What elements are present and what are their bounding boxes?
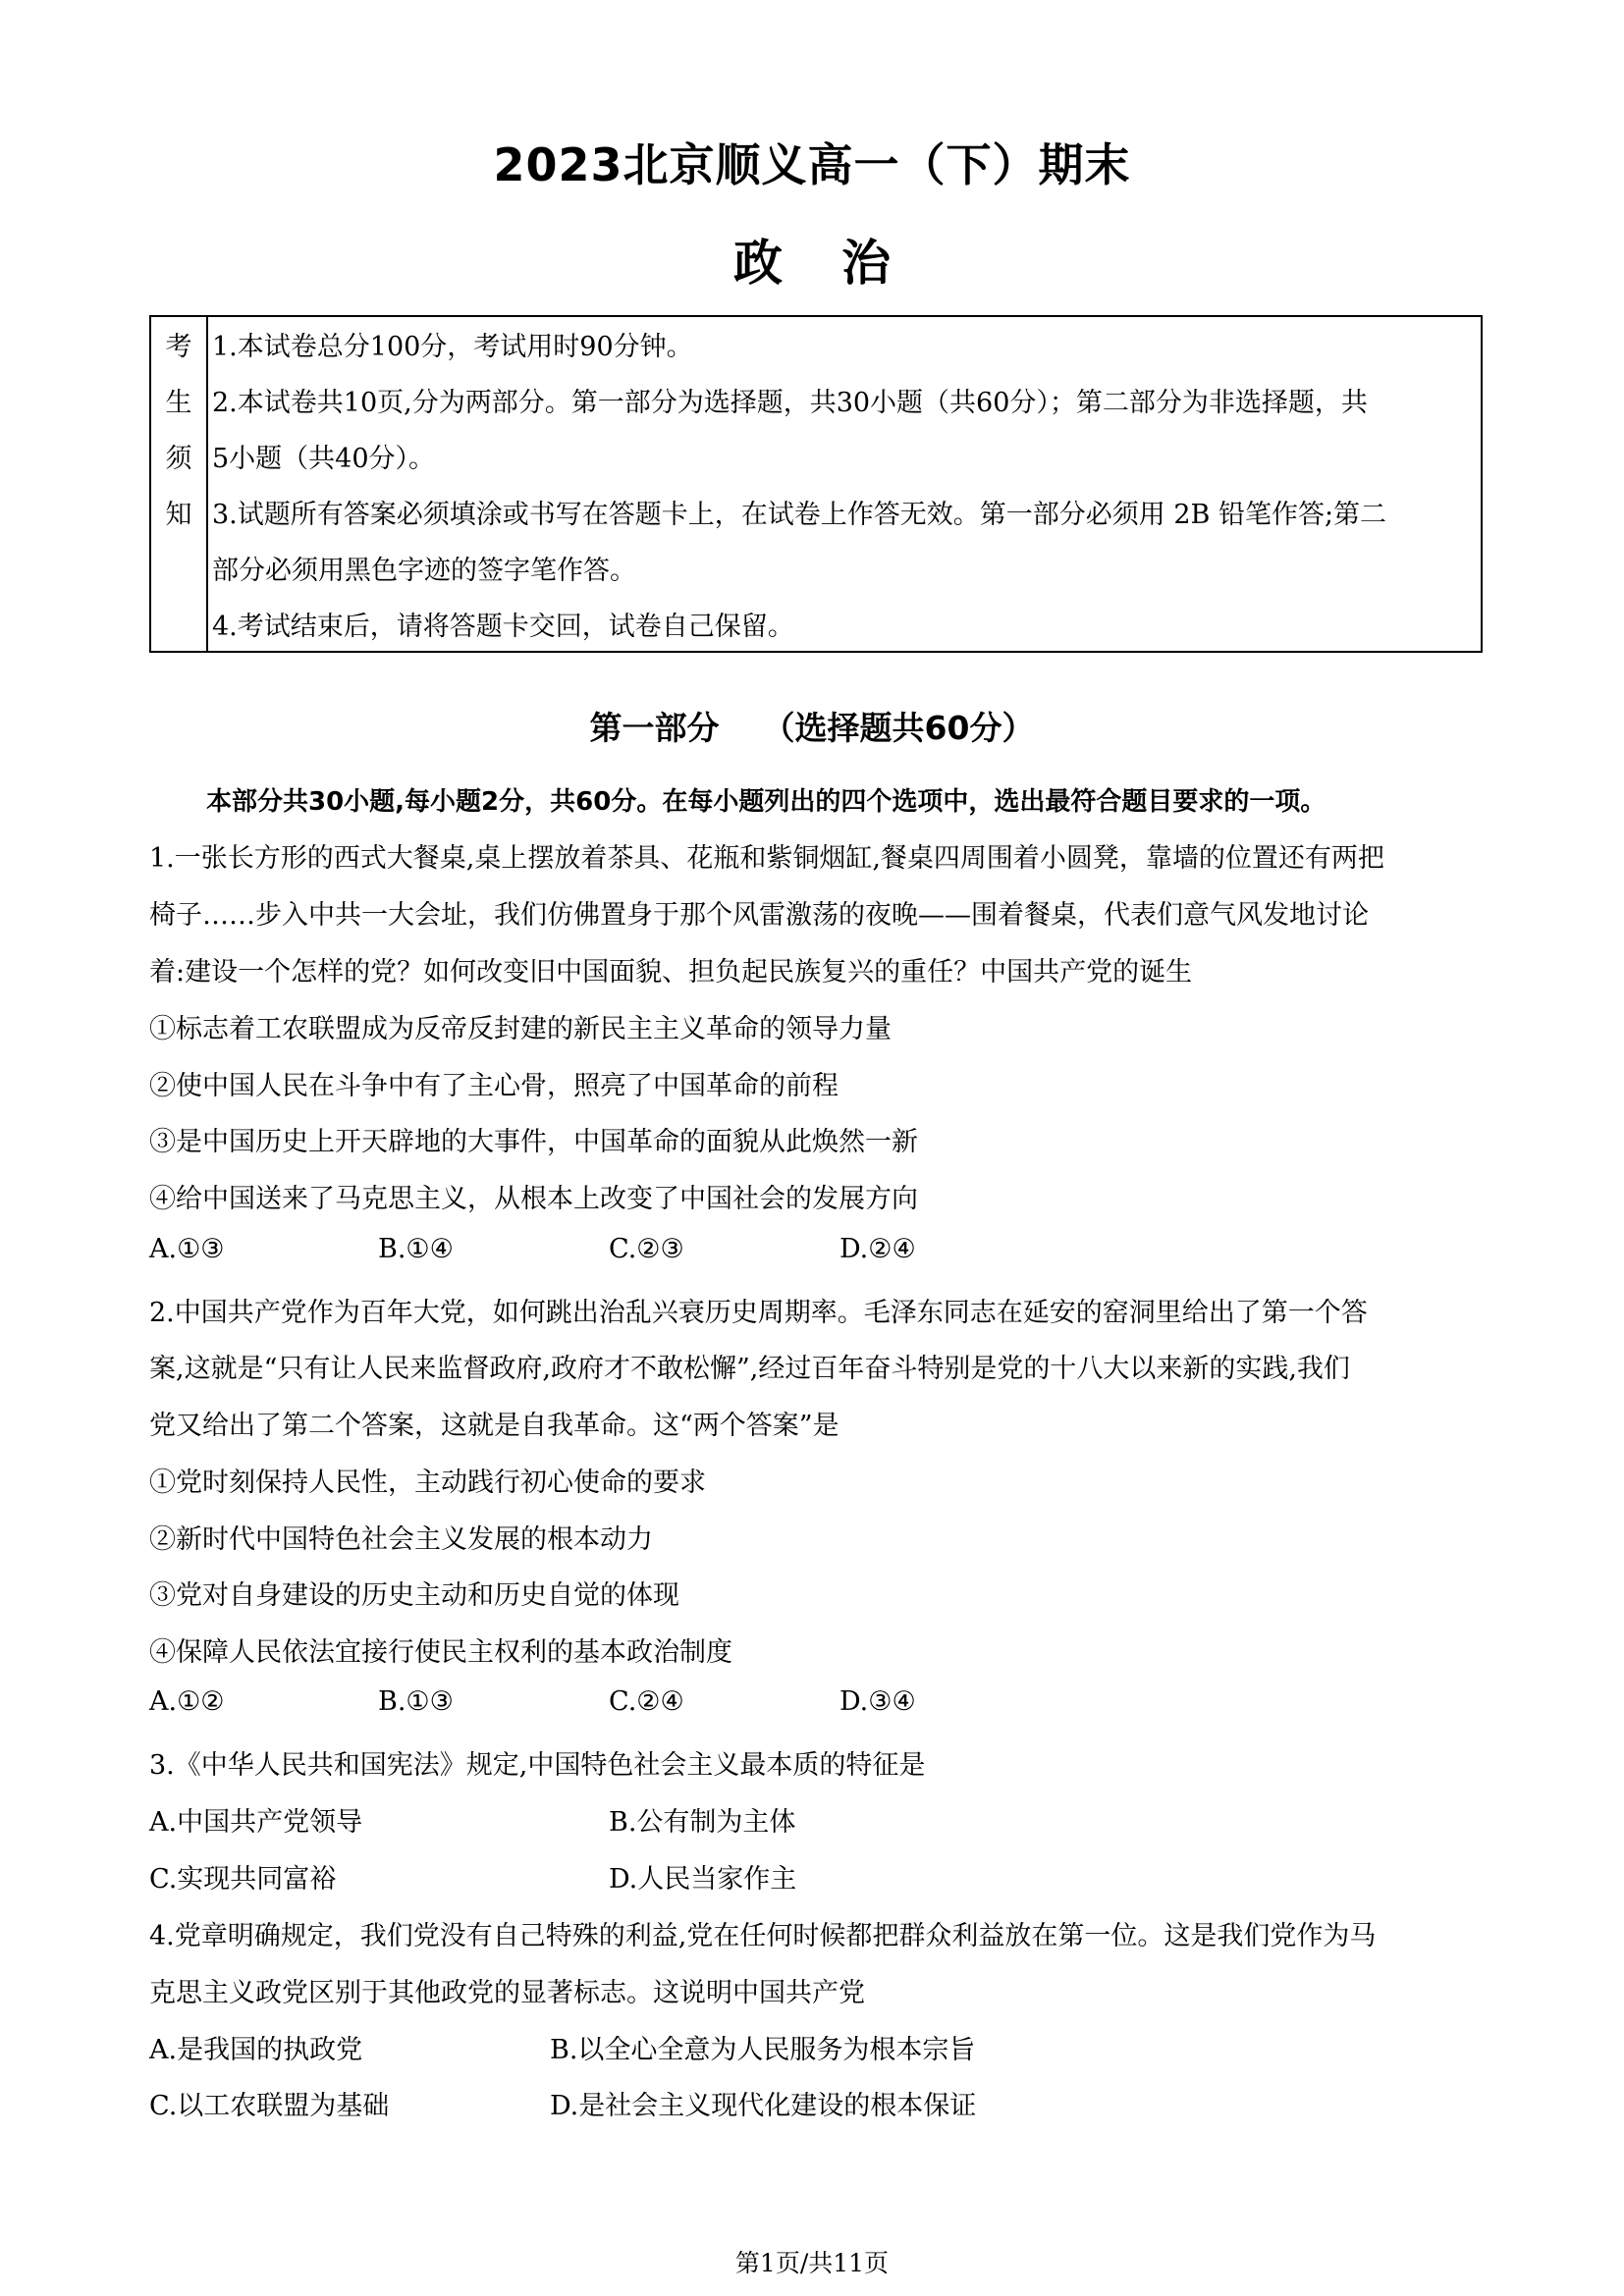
q2-stem-line: 2.中国共产党作为百年大党，如何跳出治乱兴衰历史周期率。毛泽东同志在延安的窑洞里给出了第一个答 [149, 1298, 1368, 1328]
q1-item: ③是中国历史上开天辟地的大事件，中国革命的面貌从此焕然一新 [149, 1127, 918, 1157]
q2-item: ④保障人民依法宜接行使民主权利的基本政治制度 [149, 1637, 732, 1668]
q1-option-d: D.②④ [839, 1234, 916, 1264]
q1-stem-line: 着:建设一个怎样的党？如何改变旧中国面貌、担负起民族复兴的重任？中国共产党的诞生 [149, 957, 1193, 988]
q4-option-c: C.以工农联盟为基础 [149, 2091, 390, 2121]
q3-option-d: D.人民当家作主 [609, 1864, 797, 1895]
section-note: （选择题共60分） [762, 709, 1035, 747]
q1-option-c: C.②③ [609, 1234, 684, 1264]
exam-title: 2023北京顺义高一（下）期末 [493, 138, 1131, 191]
q2-option-a: A.①② [149, 1686, 225, 1717]
q1-stem-line: 椅子……步入中共一大会址，我们仿佛置身于那个风雷激荡的夜晚——围着餐桌，代表们意气风发地讨论 [149, 900, 1369, 931]
q3-stem: 3.《中华人民共和国宪法》规定,中国特色社会主义最本质的特征是 [149, 1750, 926, 1781]
q4-option-a: A.是我国的执政党 [149, 2035, 363, 2065]
notice-label-char: 知 [165, 500, 192, 530]
notice-box [149, 315, 1483, 653]
notice-line: 4.考试结束后，请将答题卡交回，试卷自己保留。 [212, 612, 794, 642]
subject-title: 政治 [733, 235, 949, 292]
notice-line: 2.本试卷共10页,分为两部分。第一部分为选择题，共30小题（共60分）；第二部分为非选择题，共 [212, 388, 1368, 418]
q4-option-b: B.以全心全意为人民服务为根本宗旨 [550, 2035, 976, 2065]
section-instruction: 本部分共30小题,每小题2分，共60分。在每小题列出的四个选项中，选出最符合题目要求的一项。 [206, 787, 1326, 817]
q2-option-d: D.③④ [839, 1686, 916, 1717]
q1-stem-line: 1.一张长方形的西式大餐桌,桌上摆放着茶具、花瓶和紫铜烟缸,餐桌四周围着小圆凳，靠墙的位置还有两把 [149, 843, 1384, 874]
q3-option-b: B.公有制为主体 [609, 1807, 796, 1838]
q3-option-c: C.实现共同富裕 [149, 1864, 337, 1895]
page-number: 第1页/共11页 [734, 2249, 890, 2277]
q2-stem-line: 案,这就是“只有让人民来监督政府,政府才不敢松懈”,经过百年奋斗特别是党的十八大以来新的实践,我们 [149, 1354, 1350, 1384]
section-title: 第一部分 [589, 709, 720, 747]
notice-label-char: 生 [165, 388, 192, 418]
q1-item: ④给中国送来了马克思主义，从根本上改变了中国社会的发展方向 [149, 1184, 918, 1214]
q2-stem-line: 党又给出了第二个答案，这就是自我革命。这“两个答案”是 [149, 1411, 839, 1441]
q4-stem-line: 4.党章明确规定，我们党没有自己特殊的利益,党在任何时候都把群众利益放在第一位。这是我们党作为马 [149, 1921, 1377, 1951]
q2-item: ③党对自身建设的历史主动和历史自觉的体现 [149, 1580, 679, 1611]
notice-label-char: 须 [165, 444, 192, 474]
q3-option-a: A.中国共产党领导 [149, 1807, 363, 1838]
q4-option-d: D.是社会主义现代化建设的根本保证 [550, 2091, 977, 2121]
q1-item: ①标志着工农联盟成为反帝反封建的新民主主义革命的领导力量 [149, 1014, 892, 1044]
q2-item: ①党时刻保持人民性，主动践行初心使命的要求 [149, 1468, 706, 1498]
notice-line: 部分必须用黑色字迹的签字笔作答。 [212, 556, 636, 586]
q2-option-b: B.①③ [378, 1686, 454, 1717]
q1-option-b: B.①④ [378, 1234, 454, 1264]
notice-label-char: 考 [165, 332, 192, 362]
notice-label [151, 317, 208, 651]
notice-line: 5小题（共40分）。 [212, 444, 436, 474]
q1-item: ②使中国人民在斗争中有了主心骨，照亮了中国革命的前程 [149, 1071, 839, 1101]
q1-option-a: A.①③ [149, 1234, 225, 1264]
q4-stem-line: 克思主义政党区别于其他政党的显著标志。这说明中国共产党 [149, 1978, 865, 2008]
section-heading [0, 703, 1624, 749]
notice-line: 3.试题所有答案必须填涂或书写在答题卡上，在试卷上作答无效。第一部分必须用 2B 铅笔作答;第二 [212, 500, 1387, 530]
notice-line: 1.本试卷总分100分，考试用时90分钟。 [212, 332, 693, 362]
q2-option-c: C.②④ [609, 1686, 684, 1717]
q2-item: ②新时代中国特色社会主义发展的根本动力 [149, 1524, 653, 1555]
